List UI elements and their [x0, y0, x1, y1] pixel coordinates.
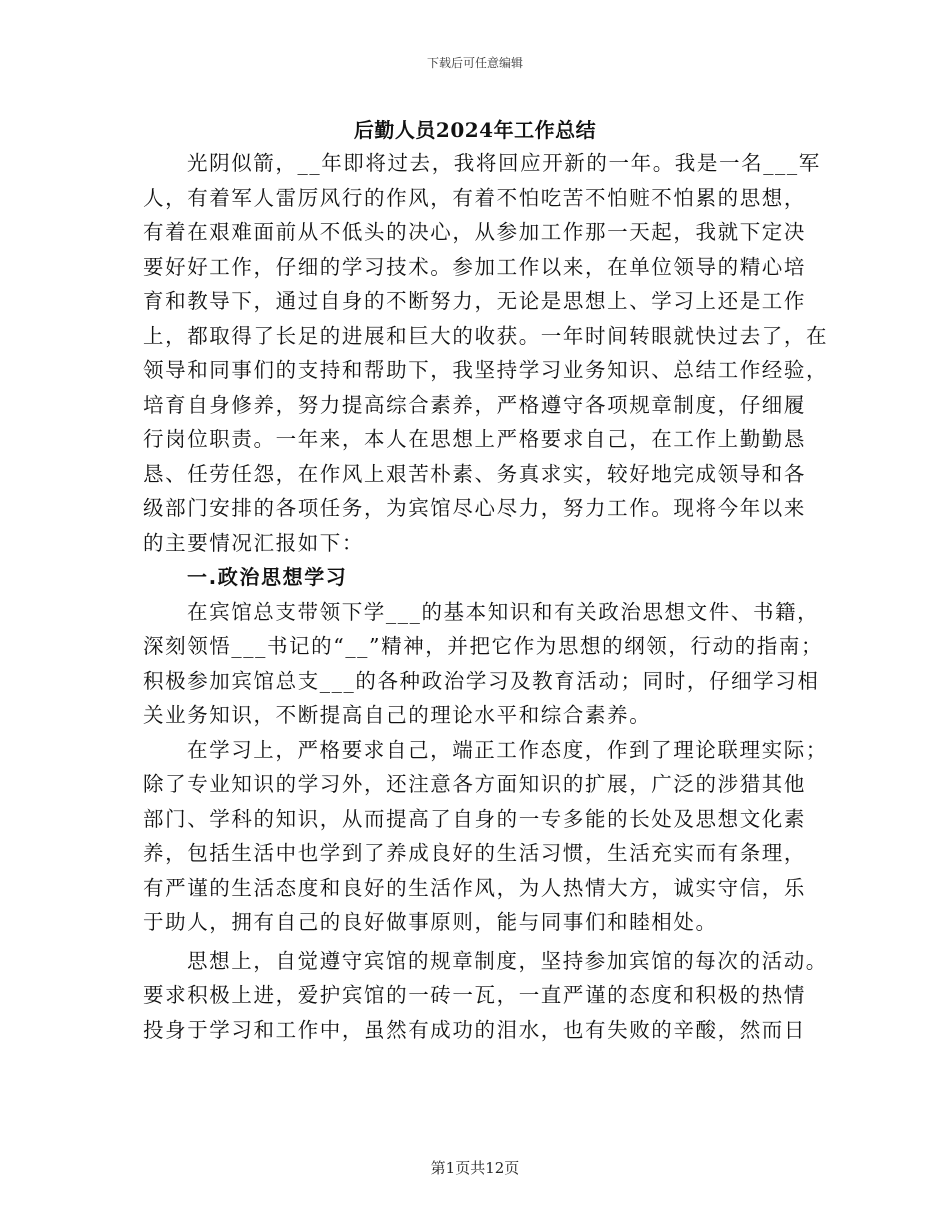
paragraph-line: 的主要情况汇报如下： — [143, 530, 364, 555]
paragraph-line: 在学习上，严格要求自己，端正工作态度，作到了理论联理实际； — [187, 737, 828, 762]
paragraph-line: 有严谨的生活态度和良好的生活作风，为人热情大方，诚实守信，乐 — [143, 875, 806, 900]
paragraph-line: 投身于学习和工作中，虽然有成功的泪水，也有失败的辛酸，然而日 — [143, 1017, 806, 1042]
paragraph-line: 于助人，拥有自己的良好做事原则，能与同事们和睦相处。 — [143, 910, 718, 934]
paragraph-line: 深刻领悟___书记的“__”精神，并把它作为思想的纲领，行动的指南； — [143, 634, 824, 658]
paragraph-line: 思想上，自觉遵守宾馆的规章制度，坚持参加宾馆的每次的活动。 — [187, 948, 828, 973]
paragraph-line: 上，都取得了长足的进展和巨大的收获。一年时间转眼就快过去了，在 — [143, 323, 829, 348]
paragraph-line: 部门、学科的知识，从而提高了自身的一专多能的长处及思想文化素 — [143, 806, 806, 831]
paragraph-line: 光阴似箭，__年即将过去，我将回应开新的一年。我是一名___军 — [187, 151, 821, 175]
paragraph-line: 人，有着军人雷厉风行的作风，有着不怕吃苦不怕赃不怕累的思想， — [143, 185, 806, 210]
paragraph-line: 育和教导下，通过自身的不断努力，无论是思想上、学习上还是工作 — [143, 289, 806, 313]
paragraph-line: 有着在艰难面前从不低头的决心，从参加工作那一天起，我就下定决 — [143, 220, 806, 244]
paragraph-line: 关业务知识，不断提高自己的理论水平和综合素养。 — [143, 703, 652, 727]
paragraph-line: 级部门安排的各项任务，为宾馆尽心尽力，努力工作。现将今年以来 — [143, 496, 806, 520]
section-heading: 一.政治思想学习 — [187, 565, 348, 589]
paragraph-line: 要好好工作，仔细的学习技术。参加工作以来，在单位领导的精心培 — [143, 254, 806, 279]
document-title: 后勤人员2024年工作总结 — [353, 118, 597, 142]
paragraph-line: 养，包括生活中也学到了养成良好的生活习惯，生活充实而有条理， — [143, 841, 806, 865]
page-number: 第1页共12页 — [430, 1159, 520, 1177]
paragraph-line: 领导和同事们的支持和帮助下，我坚持学习业务知识、总结工作经验， — [143, 358, 829, 382]
document-body — [143, 146, 829, 1047]
paragraph-line: 除了专业知识的学习外，还注意各方面知识的扩展，广泛的涉猎其他 — [143, 772, 806, 796]
paragraph-line: 积极参加宾馆总支___的各种政治学习及教育活动；同时，仔细学习相 — [143, 668, 820, 693]
paragraph-line: 在宾馆总支带领下学___的基本知识和有关政治思想文件、书籍， — [187, 599, 820, 624]
paragraph-line: 培育自身修养，努力提高综合素养，严格遵守各项规章制度，仔细履 — [143, 392, 806, 417]
paragraph-line: 行岗位职责。一年来，本人在思想上严格要求自己，在工作上勤勤恳 — [143, 427, 806, 451]
paragraph-line: 要求积极上进，爱护宾馆的一砖一瓦，一直严谨的态度和积极的热情 — [143, 983, 806, 1007]
paragraph-line: 恳、任劳任怨，在作风上艰苦朴素、务真求实，较好地完成领导和各 — [143, 461, 806, 486]
header-note: 下载后可任意编辑 — [426, 56, 523, 70]
